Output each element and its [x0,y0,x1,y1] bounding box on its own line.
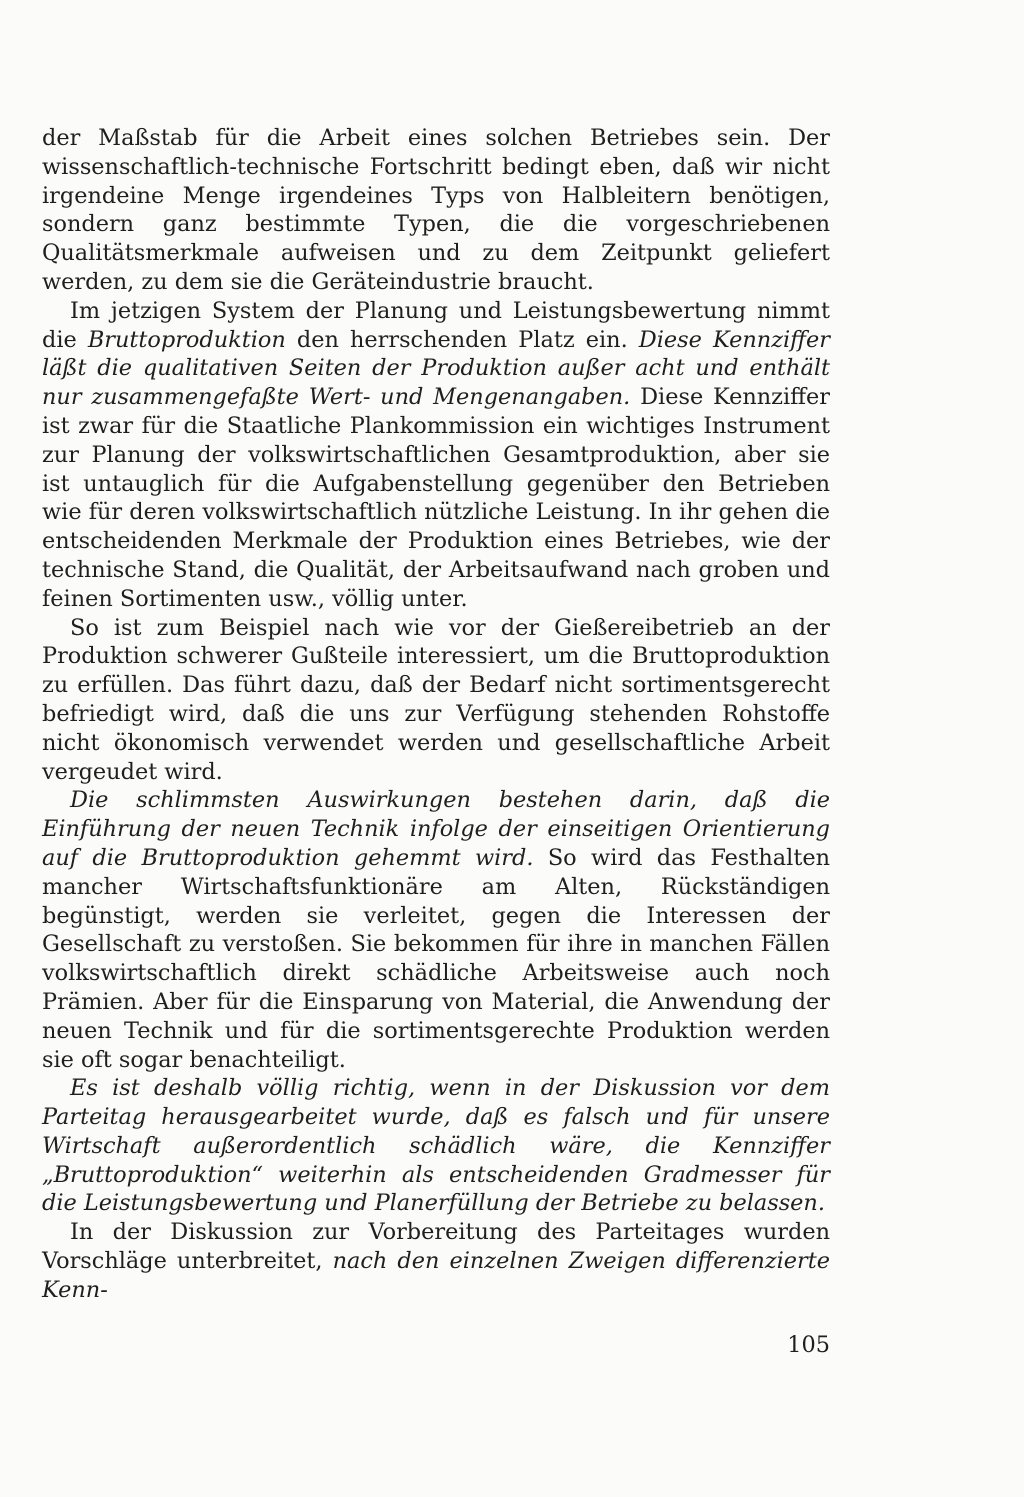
paragraph [42,1074,830,1218]
paragraph [42,786,830,1074]
text-segment: der Maßstab für die Arbeit eines solchen Betriebes sein. Der wissenschaftlich-technische Fortschritt bedingt eben, daß wir nicht irgendeine Menge irgendeines Typs von Halbleitern benötigen, sondern ganz bestimmte Typen, die die vorgeschriebenen Qualitätsmerkmale aufweisen und zu dem Zeitpunkt geliefert werden, zu dem sie die Geräteindustrie braucht. [42,125,830,295]
italic-segment: Die schlimmsten Auswirkungen bestehen darin, daß die Einführung der neuen Technik infolge der einseitigen Orientierung auf die Bruttoproduktion gehemmt wird. [42,787,830,871]
paragraph [42,124,830,297]
page-number: 105 [787,1332,830,1358]
text-segment: So ist zum Beispiel nach wie vor der Gießereibetrieb an der Produktion schwerer Gußteile interessiert, um die Bruttoproduktion zu erfüllen. Das führt dazu, daß der Bedarf nicht sortimentsgerecht befriedigt wird, daß die uns zur Verfügung stehenden Rohstoffe nicht ökonomisch verwendet werden und gesellschaftliche Arbeit vergeudet wird. [42,614,830,785]
italic-segment: Bruttoproduktion [87,326,286,353]
italic-segment: Es ist deshalb völlig richtig, wenn in der Diskussion vor dem Parteitag herausgearbeitet wurde, daß es falsch und für unsere Wirtschaft außerordentlich schädlich wäre, die Kennziffer „Bruttoproduktion“ weiterhin als entscheidenden Gradmesser für die Leistungsbewertung und Planerfüllung der Betriebe zu belassen. [42,1075,830,1217]
text-segment: So wird das Festhalten mancher Wirtschaftsfunktionäre am Alten, Rückständigen begünstigt, werden sie verleitet, gegen die Interessen der Gesellschaft zu verstoßen. Sie bekommen für ihre in manchen Fällen volkswirtschaftlich direkt schädliche Arbeitsweise auch noch Prämien. Aber für die Einsparung von Material, die Anwendung der neuen Technik und für die sortimentsgerechte Produktion werden sie oft sogar benachteiligt. [42,844,830,1073]
text-segment: den herrschenden Platz ein. [285,326,639,353]
text-segment: Im jetzigen System der Planung und Leistungsbewertung nimmt die [42,297,830,353]
italic-segment: Diese Kennziffer läßt die qualitativen Seiten der Produktion außer acht und enthält nur zusammengefaßte Wert- und Mengenangaben. [42,326,830,411]
paragraph [42,1218,830,1304]
text-segment: Diese Kennziffer ist zwar für die Staatliche Plankommission ein wichtiges Instrument zur Planung der volkswirtschaftlichen Gesamtproduktion, aber sie ist untauglich für die Aufgabenstellung gegenüber den Betrieben wie für deren volkswirtschaftlich nützliche Leistung. In ihr gehen die entscheidenden Merkmale der Produktion eines Betriebes, wie der technische Stand, die Qualität, der Arbeitsaufwand nach groben und feinen Sortimenten usw., völlig unter. [42,384,830,612]
paragraph [42,297,830,614]
text-segment: In der Diskussion zur Vorbereitung des Parteitages wurden Vorschläge unterbreitet, [42,1219,830,1275]
paragraph [42,614,830,787]
page-body [42,124,830,1305]
italic-segment: nach den einzelnen Zweigen differenzierte Kenn- [42,1248,830,1303]
